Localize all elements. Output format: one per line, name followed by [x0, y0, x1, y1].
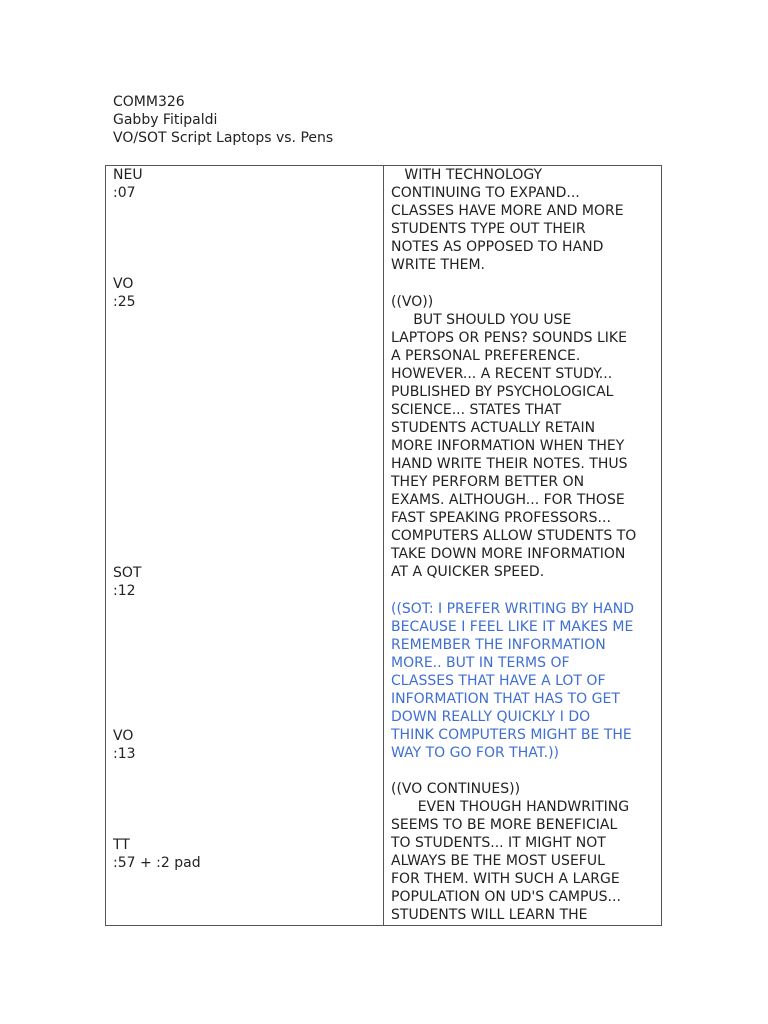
script-line: LAPTOPS OR PENS? SOUNDS LIKE [391, 330, 627, 346]
script-line: ((VO CONTINUES)) [391, 781, 521, 797]
script-line: PUBLISHED BY PSYCHOLOGICAL [391, 384, 614, 400]
column-divider [383, 166, 384, 925]
cue-column [106, 166, 383, 925]
cue-time: :07 [113, 185, 136, 201]
cue-time: :25 [113, 294, 136, 310]
script-intro [391, 166, 659, 274]
script-line: MORE INFORMATION WHEN THEY [391, 438, 625, 454]
cue-time: :57 + :2 pad [113, 855, 201, 871]
course-code: COMM326 [113, 94, 185, 110]
script-line: A PERSONAL PREFERENCE. [391, 348, 581, 364]
cue-type: VO [113, 728, 134, 744]
script-line: DOWN REALLY QUICKLY I DO [391, 709, 591, 725]
script-line: TAKE DOWN MORE INFORMATION [391, 546, 626, 562]
script-vo [391, 293, 659, 581]
script-line: ALWAYS BE THE MOST USEFUL [391, 853, 605, 869]
cue-time: :13 [113, 746, 136, 762]
document-header [113, 93, 333, 147]
cue-time: :12 [113, 583, 136, 599]
script-line: STUDENTS WILL LEARN THE [391, 907, 588, 923]
cue-type: VO [113, 276, 134, 292]
script-column [391, 166, 659, 925]
script-line: THINK COMPUTERS MIGHT BE THE [391, 727, 632, 743]
script-line: MORE.. BUT IN TERMS OF [391, 655, 570, 671]
cue-sot [113, 564, 141, 600]
cue-vo-continues [113, 727, 136, 763]
cue-neu [113, 166, 143, 202]
script-line: CONTINUING TO EXPAND... [391, 185, 580, 201]
cue-vo [113, 275, 136, 311]
script-sot [391, 600, 659, 762]
document-title: VO/SOT Script Laptops vs. Pens [113, 130, 334, 146]
script-line: SCIENCE... STATES THAT [391, 402, 562, 418]
script-line: FAST SPEAKING PROFESSORS... [391, 510, 611, 526]
script-table [105, 165, 662, 926]
script-line: REMEMBER THE INFORMATION [391, 637, 606, 653]
script-line: THEY PERFORM BETTER ON [391, 474, 585, 490]
script-line: CLASSES HAVE MORE AND MORE [391, 203, 624, 219]
script-line: CLASSES THAT HAVE A LOT OF [391, 673, 606, 689]
author-name: Gabby Fitipaldi [113, 112, 218, 128]
script-line: FOR THEM. WITH SUCH A LARGE [391, 871, 620, 887]
script-line: BECAUSE I FEEL LIKE IT MAKES ME [391, 619, 634, 635]
script-line: NOTES AS OPPOSED TO HAND [391, 239, 604, 255]
script-line: STUDENTS TYPE OUT THEIR [391, 221, 586, 237]
script-line: HAND WRITE THEIR NOTES. THUS [391, 456, 628, 472]
script-line: ((VO)) [391, 294, 434, 310]
script-line: INFORMATION THAT HAS TO GET [391, 691, 620, 707]
cue-total-time [113, 836, 201, 872]
script-line: EXAMS. ALTHOUGH... FOR THOSE [391, 492, 625, 508]
script-line: ((SOT: I PREFER WRITING BY HAND [391, 601, 635, 617]
script-line: EVEN THOUGH HANDWRITING [391, 799, 630, 815]
script-line: WRITE THEM. [391, 257, 486, 273]
script-line: COMPUTERS ALLOW STUDENTS TO [391, 528, 637, 544]
cue-type: NEU [113, 167, 143, 183]
cue-type: SOT [113, 565, 142, 581]
script-line: WITH TECHNOLOGY [391, 167, 543, 183]
script-line: HOWEVER... A RECENT STUDY... [391, 366, 613, 382]
script-line: BUT SHOULD YOU USE [391, 312, 572, 328]
script-line: STUDENTS ACTUALLY RETAIN [391, 420, 596, 436]
script-vo-continues [391, 780, 659, 924]
script-line: POPULATION ON UD'S CAMPUS... [391, 889, 621, 905]
script-line: WAY TO GO FOR THAT.)) [391, 745, 559, 761]
cue-type: TT [113, 837, 130, 853]
script-line: SEEMS TO BE MORE BENEFICIAL [391, 817, 618, 833]
script-line: TO STUDENTS... IT MIGHT NOT [391, 835, 606, 851]
script-line: AT A QUICKER SPEED. [391, 564, 545, 580]
